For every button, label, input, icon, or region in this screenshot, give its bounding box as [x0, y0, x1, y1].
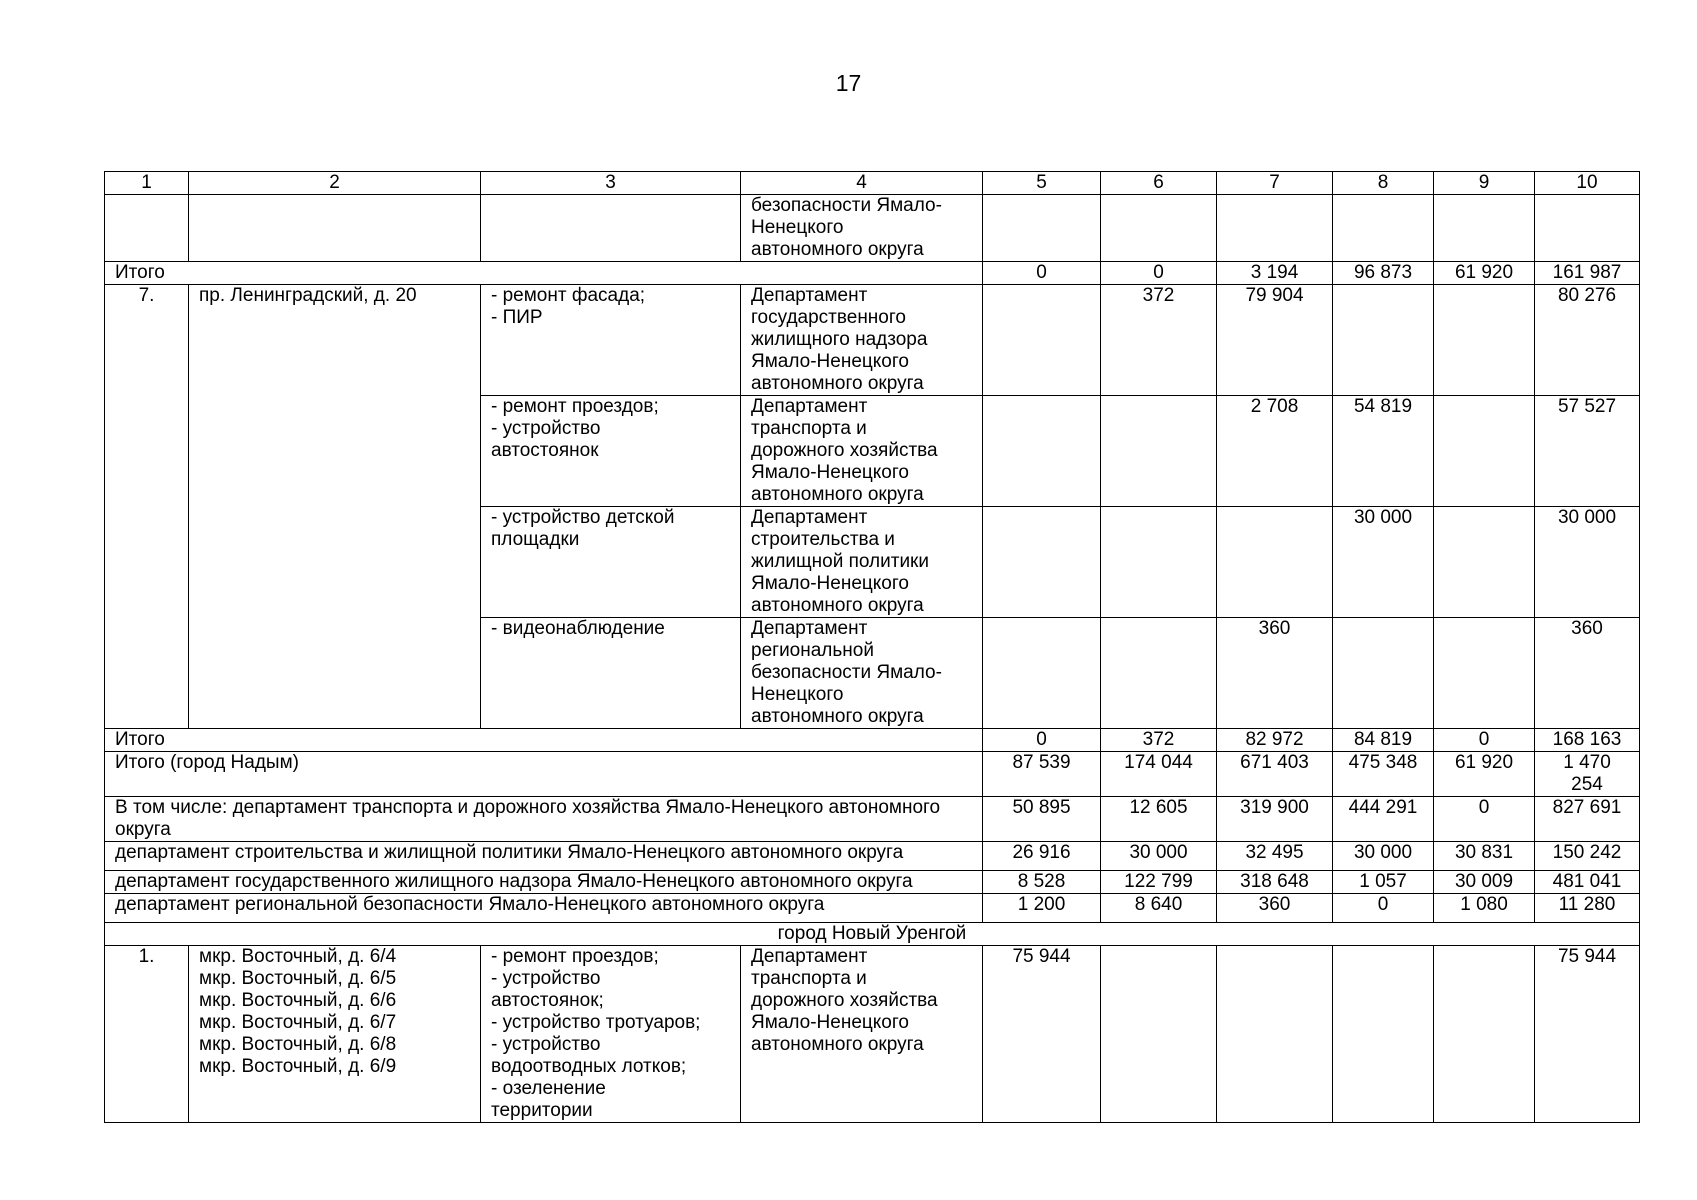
value-cell: 79 904: [1217, 285, 1333, 396]
value-cell: 319 900: [1217, 797, 1333, 842]
value-cell: 2 708: [1217, 396, 1333, 507]
column-number: 5: [983, 172, 1101, 195]
value-cell: 475 348: [1333, 752, 1434, 797]
department-total-row: [105, 871, 1640, 894]
value-cell: 0: [983, 729, 1101, 752]
value-cell: [1101, 507, 1217, 618]
item-number: 1.: [105, 946, 189, 1123]
work-cell: - устройство детской площадки: [481, 507, 741, 618]
value-cell: [1434, 396, 1535, 507]
value-cell: 96 873: [1333, 262, 1434, 285]
value-cell: 87 539: [983, 752, 1101, 797]
value-cell: 481 041: [1535, 871, 1640, 894]
department-cell: Департамент транспорта и дорожного хозяйства Ямало-Ненецкого автономного округа: [741, 946, 983, 1123]
value-cell: [1434, 618, 1535, 729]
value-cell: 671 403: [1217, 752, 1333, 797]
value-cell: 168 163: [1535, 729, 1640, 752]
total-label: Итого: [105, 262, 983, 285]
value-cell: 372: [1101, 729, 1217, 752]
value-cell: [1101, 946, 1217, 1123]
department-cell: Департамент транспорта и дорожного хозяйства Ямало-Ненецкого автономного округа: [741, 396, 983, 507]
table-row: [105, 946, 1640, 1123]
value-cell: [1434, 285, 1535, 396]
value-cell: [1101, 618, 1217, 729]
value-cell: 150 242: [1535, 842, 1640, 871]
department-cell: безопасности Ямало- Ненецкого автономного округа: [741, 195, 983, 262]
value-cell: 57 527: [1535, 396, 1640, 507]
column-number: 2: [189, 172, 481, 195]
value-cell: [1333, 618, 1434, 729]
value-cell: [983, 618, 1101, 729]
value-cell: 1 080: [1434, 894, 1535, 923]
value-cell: [983, 396, 1101, 507]
value-cell: [1217, 946, 1333, 1123]
value-cell: 122 799: [1101, 871, 1217, 894]
table-row: [105, 285, 1640, 396]
value-cell: 61 920: [1434, 752, 1535, 797]
value-cell: 30 000: [1535, 507, 1640, 618]
value-cell: 32 495: [1217, 842, 1333, 871]
value-cell: 161 987: [1535, 262, 1640, 285]
value-cell: 11 280: [1535, 894, 1640, 923]
total-label: Итого: [105, 729, 983, 752]
department-total-label: департамент региональной безопасности Ямало-Ненецкого автономного округа: [105, 894, 983, 923]
value-cell: [983, 507, 1101, 618]
city-total-row: [105, 752, 1640, 797]
value-cell: 360: [1535, 618, 1640, 729]
value-cell: 174 044: [1101, 752, 1217, 797]
value-cell: 360: [1217, 618, 1333, 729]
value-cell: [1101, 396, 1217, 507]
city-header: город Новый Уренгой: [105, 923, 1640, 946]
address-cell: пр. Ленинградский, д. 20: [189, 285, 481, 729]
value-cell: 30 000: [1333, 842, 1434, 871]
value-cell: 1 200: [983, 894, 1101, 923]
value-cell: 8 528: [983, 871, 1101, 894]
value-cell: 26 916: [983, 842, 1101, 871]
value-cell: 372: [1101, 285, 1217, 396]
value-cell: [1434, 946, 1535, 1123]
value-cell: 54 819: [1333, 396, 1434, 507]
value-cell: 30 831: [1434, 842, 1535, 871]
total-label: Итого (город Надым): [105, 752, 983, 797]
work-cell: - ремонт проездов; - устройство автостоянок: [481, 396, 741, 507]
value-cell: 827 691: [1535, 797, 1640, 842]
value-cell: 75 944: [1535, 946, 1640, 1123]
value-cell: 444 291: [1333, 797, 1434, 842]
value-cell: 360: [1217, 894, 1333, 923]
value-cell: 0: [1434, 797, 1535, 842]
budget-table: [104, 171, 1640, 1123]
value-cell: 1 057: [1333, 871, 1434, 894]
city-header-row: [105, 923, 1640, 946]
work-cell: - ремонт фасада; - ПИР: [481, 285, 741, 396]
value-cell: 75 944: [983, 946, 1101, 1123]
total-row: [105, 262, 1640, 285]
department-cell: Департамент строительства и жилищной политики Ямало-Ненецкого автономного округа: [741, 507, 983, 618]
value-cell: 30 000: [1333, 507, 1434, 618]
value-cell: 0: [1333, 894, 1434, 923]
column-number: 9: [1434, 172, 1535, 195]
total-row: [105, 729, 1640, 752]
department-total-row: [105, 797, 1640, 842]
value-cell: 30 009: [1434, 871, 1535, 894]
value-cell: 12 605: [1101, 797, 1217, 842]
department-cell: Департамент региональной безопасности Ямало- Ненецкого автономного округа: [741, 618, 983, 729]
address-cell: мкр. Восточный, д. 6/4 мкр. Восточный, д. 6/5 мкр. Восточный, д. 6/6 мкр. Восточный, д. 6/7 мкр. Восточный, д. 6/8 мкр. Восточный, д. 6/9: [189, 946, 481, 1123]
value-cell: 82 972: [1217, 729, 1333, 752]
carry-over-row: [105, 195, 1640, 262]
value-cell: 61 920: [1434, 262, 1535, 285]
column-number-row: [105, 172, 1640, 195]
value-cell: [1217, 507, 1333, 618]
value-cell: 1 470 254: [1535, 752, 1640, 797]
column-number: 8: [1333, 172, 1434, 195]
work-cell: - ремонт проездов; - устройство автостоянок; - устройство тротуаров; - устройство водоотводных лотков; - озеленение территории: [481, 946, 741, 1123]
column-number: 6: [1101, 172, 1217, 195]
value-cell: 3 194: [1217, 262, 1333, 285]
value-cell: 0: [1101, 262, 1217, 285]
department-total-row: [105, 842, 1640, 871]
value-cell: [1333, 285, 1434, 396]
value-cell: [983, 285, 1101, 396]
value-cell: 50 895: [983, 797, 1101, 842]
value-cell: 8 640: [1101, 894, 1217, 923]
work-cell: - видеонаблюдение: [481, 618, 741, 729]
department-cell: Департамент государственного жилищного надзора Ямало-Ненецкого автономного округа: [741, 285, 983, 396]
department-total-label: департамент строительства и жилищной политики Ямало-Ненецкого автономного округа: [105, 842, 983, 871]
value-cell: [1333, 946, 1434, 1123]
column-number: 3: [481, 172, 741, 195]
value-cell: 0: [983, 262, 1101, 285]
value-cell: 80 276: [1535, 285, 1640, 396]
value-cell: 30 000: [1101, 842, 1217, 871]
department-total-label: В том числе: департамент транспорта и дорожного хозяйства Ямало-Ненецкого автономного округа: [105, 797, 983, 842]
column-number: 10: [1535, 172, 1640, 195]
department-total-label: департамент государственного жилищного надзора Ямало-Ненецкого автономного округа: [105, 871, 983, 894]
column-number: 1: [105, 172, 189, 195]
page-number: 17: [835, 70, 862, 96]
value-cell: 318 648: [1217, 871, 1333, 894]
column-number: 4: [741, 172, 983, 195]
value-cell: 84 819: [1333, 729, 1434, 752]
item-number: 7.: [105, 285, 189, 729]
column-number: 7: [1217, 172, 1333, 195]
value-cell: 0: [1434, 729, 1535, 752]
value-cell: [1434, 507, 1535, 618]
department-total-row: [105, 894, 1640, 923]
